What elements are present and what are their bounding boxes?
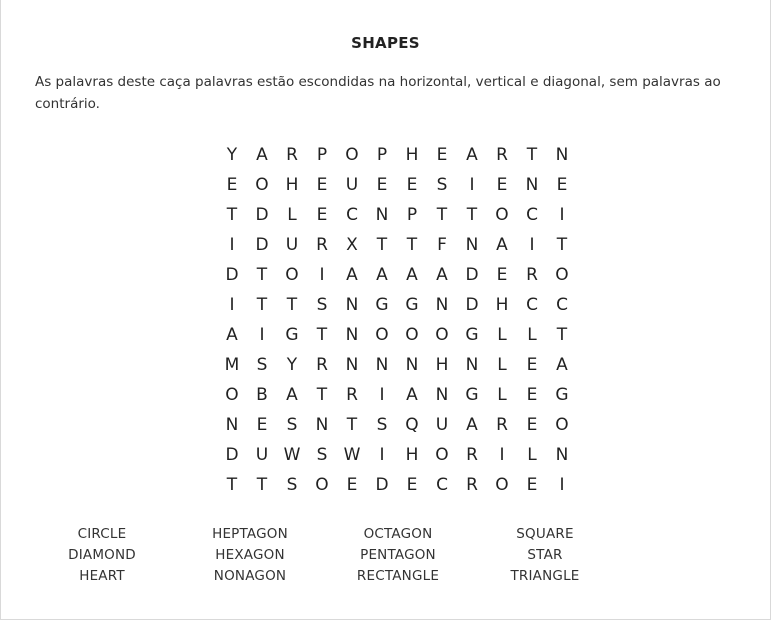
grid-cell[interactable]: D xyxy=(465,265,479,285)
word-item: DIAMOND xyxy=(68,547,136,563)
grid-cell[interactable]: T xyxy=(256,265,268,285)
grid-cell[interactable]: E xyxy=(256,415,268,435)
letter-grid xyxy=(217,140,577,500)
word-column xyxy=(180,524,320,587)
grid-cell[interactable]: T xyxy=(526,145,538,165)
grid-cell[interactable]: D xyxy=(255,235,269,255)
grid-cell[interactable]: S xyxy=(256,355,268,375)
grid-cell[interactable]: C xyxy=(526,205,538,225)
grid-cell[interactable]: L xyxy=(287,205,297,225)
grid-cell[interactable]: S xyxy=(316,295,328,315)
grid-cell[interactable]: L xyxy=(497,385,507,405)
grid-cell[interactable]: N xyxy=(345,355,359,375)
grid-cell[interactable]: N xyxy=(465,355,479,375)
grid-cell[interactable]: N xyxy=(555,145,569,165)
grid-cell[interactable]: T xyxy=(556,235,568,255)
grid-cell[interactable]: E xyxy=(436,145,448,165)
grid-cell[interactable]: O xyxy=(345,145,359,165)
grid-cell[interactable]: R xyxy=(286,145,298,165)
grid-cell[interactable]: O xyxy=(435,325,449,345)
grid-cell[interactable]: O xyxy=(255,175,269,195)
grid-cell[interactable]: T xyxy=(316,325,328,345)
grid-cell[interactable]: L xyxy=(497,325,507,345)
grid-cell[interactable]: T xyxy=(286,295,298,315)
grid-cell[interactable]: D xyxy=(255,205,269,225)
grid-cell[interactable]: O xyxy=(555,415,569,435)
grid-cell[interactable]: I xyxy=(229,235,235,255)
grid-cell[interactable]: D xyxy=(375,475,389,495)
grid-cell[interactable]: A xyxy=(346,265,358,285)
grid-cell[interactable]: R xyxy=(316,355,328,375)
grid-cell[interactable]: H xyxy=(285,175,299,195)
grid-cell[interactable]: F xyxy=(437,235,447,255)
grid-cell[interactable]: T xyxy=(316,385,328,405)
grid-cell[interactable]: T xyxy=(556,325,568,345)
grid-cell[interactable]: T xyxy=(346,415,358,435)
grid-cell[interactable]: I xyxy=(229,295,235,315)
word-item: SQUARE xyxy=(516,526,574,542)
grid-cell[interactable]: W xyxy=(343,445,361,465)
grid-cell[interactable]: E xyxy=(526,385,538,405)
grid-cell[interactable]: X xyxy=(346,235,358,255)
grid-cell[interactable]: A xyxy=(376,265,388,285)
grid-cell[interactable]: E xyxy=(556,175,568,195)
grid-cell[interactable]: N xyxy=(315,415,329,435)
grid-cell[interactable]: R xyxy=(496,415,508,435)
grid-cell[interactable]: S xyxy=(436,175,448,195)
word-item: STAR xyxy=(527,547,563,563)
grid-cell[interactable]: T xyxy=(256,295,268,315)
grid-cell[interactable]: T xyxy=(226,475,238,495)
grid-cell[interactable]: R xyxy=(466,445,478,465)
grid-cell[interactable]: E xyxy=(346,475,358,495)
grid-cell[interactable]: G xyxy=(285,325,299,345)
grid-cell[interactable]: D xyxy=(225,445,239,465)
grid-cell[interactable]: C xyxy=(436,475,448,495)
grid-cell[interactable]: T xyxy=(256,475,268,495)
grid-cell[interactable]: N xyxy=(465,235,479,255)
grid-cell[interactable]: E xyxy=(496,175,508,195)
grid-cell[interactable]: O xyxy=(225,385,239,405)
grid-cell[interactable]: A xyxy=(466,145,478,165)
grid-cell[interactable]: W xyxy=(283,445,301,465)
grid-cell[interactable]: H xyxy=(405,445,419,465)
grid-cell[interactable]: G xyxy=(375,295,389,315)
grid-cell[interactable]: U xyxy=(285,235,299,255)
grid-cell[interactable]: U xyxy=(255,445,269,465)
grid-cell[interactable]: Y xyxy=(226,145,238,165)
grid-cell[interactable]: A xyxy=(496,235,508,255)
grid-cell[interactable]: L xyxy=(497,355,507,375)
grid-cell[interactable]: I xyxy=(379,445,385,465)
grid-cell[interactable]: H xyxy=(435,355,449,375)
grid-cell[interactable]: N xyxy=(375,355,389,375)
grid-cell[interactable]: I xyxy=(499,445,505,465)
grid-cell[interactable]: T xyxy=(436,205,448,225)
grid-cell[interactable]: E xyxy=(316,205,328,225)
grid-cell[interactable]: N xyxy=(435,385,449,405)
grid-cell[interactable]: I xyxy=(469,175,475,195)
word-column xyxy=(475,524,615,587)
word-column xyxy=(32,524,172,587)
grid-cell[interactable]: D xyxy=(465,295,479,315)
grid-cell[interactable]: N xyxy=(525,175,539,195)
grid-cell[interactable]: H xyxy=(495,295,509,315)
grid-cell[interactable]: E xyxy=(226,175,238,195)
grid-cell[interactable]: I xyxy=(559,205,565,225)
grid-cell[interactable]: I xyxy=(259,325,265,345)
grid-cell[interactable]: O xyxy=(315,475,329,495)
grid-cell[interactable]: O xyxy=(375,325,389,345)
grid-cell[interactable]: I xyxy=(559,475,565,495)
grid-cell[interactable]: P xyxy=(376,145,388,165)
grid-cell[interactable]: A xyxy=(286,385,298,405)
grid-cell[interactable]: U xyxy=(435,415,449,435)
grid-cell[interactable]: L xyxy=(527,445,537,465)
grid-cell[interactable]: G xyxy=(555,385,569,405)
word-item: RECTANGLE xyxy=(356,568,440,584)
word-item: OCTAGON xyxy=(363,526,433,542)
grid-cell[interactable]: E xyxy=(406,175,418,195)
grid-cell[interactable]: T xyxy=(466,205,478,225)
grid-cell[interactable]: E xyxy=(526,355,538,375)
grid-cell[interactable]: O xyxy=(285,265,299,285)
word-list xyxy=(1,524,773,588)
grid-cell[interactable]: S xyxy=(376,415,388,435)
grid-cell[interactable]: E xyxy=(526,415,538,435)
grid-cell[interactable]: S xyxy=(286,475,298,495)
grid-cell[interactable]: E xyxy=(406,475,418,495)
grid-cell[interactable]: C xyxy=(526,295,538,315)
page-title: SHAPES xyxy=(351,34,420,52)
grid-cell[interactable]: A xyxy=(466,415,478,435)
grid-cell[interactable]: N xyxy=(345,325,359,345)
grid-cell[interactable]: N xyxy=(555,445,569,465)
word-item: HEXAGON xyxy=(215,547,285,563)
grid-cell[interactable]: S xyxy=(286,415,298,435)
grid-cell[interactable]: E xyxy=(526,475,538,495)
grid-cell[interactable]: G xyxy=(465,385,479,405)
grid-cell[interactable]: O xyxy=(555,265,569,285)
grid-cell[interactable]: L xyxy=(527,325,537,345)
grid-cell[interactable]: A xyxy=(256,145,268,165)
instructions-text: As palavras deste caça palavras estão escondidas na horizontal, vertical e diagonal, sem palavras ao contrário. xyxy=(35,74,721,112)
word-item: PENTAGON xyxy=(360,547,436,563)
grid-cell[interactable]: R xyxy=(316,235,328,255)
grid-cell[interactable]: Y xyxy=(286,355,298,375)
grid-cell[interactable]: N xyxy=(225,415,239,435)
grid-cell[interactable]: A xyxy=(226,325,238,345)
grid-cell[interactable]: I xyxy=(529,235,535,255)
grid-cell[interactable]: E xyxy=(496,265,508,285)
grid-cell[interactable]: Q xyxy=(405,415,419,435)
grid-cell[interactable]: E xyxy=(376,175,388,195)
grid-cell[interactable]: N xyxy=(405,355,419,375)
grid-cell[interactable]: N xyxy=(435,295,449,315)
word-item: CIRCLE xyxy=(77,526,127,542)
grid-cell[interactable]: N xyxy=(345,295,359,315)
grid-cell[interactable]: I xyxy=(379,385,385,405)
grid-cell[interactable]: S xyxy=(316,445,328,465)
grid-cell[interactable]: T xyxy=(406,235,418,255)
grid-cell[interactable]: G xyxy=(405,295,419,315)
grid-cell[interactable]: M xyxy=(224,355,240,375)
grid-cell[interactable]: R xyxy=(496,145,508,165)
grid-cell[interactable]: I xyxy=(319,265,325,285)
grid-cell[interactable]: O xyxy=(495,475,509,495)
grid-cell[interactable]: P xyxy=(316,145,328,165)
grid-cell[interactable]: R xyxy=(466,475,478,495)
grid-cell[interactable]: N xyxy=(375,205,389,225)
grid-cell[interactable]: T xyxy=(376,235,388,255)
grid-cell[interactable]: P xyxy=(406,205,418,225)
grid-cell[interactable]: B xyxy=(256,385,268,405)
grid-cell[interactable]: O xyxy=(495,205,509,225)
grid-cell[interactable]: O xyxy=(405,325,419,345)
grid-cell[interactable]: H xyxy=(405,145,419,165)
grid-cell[interactable]: C xyxy=(346,205,358,225)
grid-cell[interactable]: A xyxy=(556,355,568,375)
grid-cell[interactable]: R xyxy=(346,385,358,405)
grid-cell[interactable]: R xyxy=(526,265,538,285)
grid-cell[interactable]: U xyxy=(345,175,359,195)
word-item: NONAGON xyxy=(213,568,287,584)
grid-cell[interactable]: E xyxy=(316,175,328,195)
word-item: HEART xyxy=(79,568,125,584)
grid-cell[interactable]: T xyxy=(226,205,238,225)
grid-cell[interactable]: A xyxy=(436,265,448,285)
grid-cell[interactable]: O xyxy=(435,445,449,465)
grid-cell[interactable]: D xyxy=(225,265,239,285)
word-item: HEPTAGON xyxy=(212,526,288,542)
grid-cell[interactable]: C xyxy=(556,295,568,315)
word-column xyxy=(328,524,468,587)
grid-cell[interactable]: A xyxy=(406,385,418,405)
grid-cell[interactable]: G xyxy=(465,325,479,345)
grid-cell[interactable]: A xyxy=(406,265,418,285)
word-item: TRIANGLE xyxy=(510,568,580,584)
